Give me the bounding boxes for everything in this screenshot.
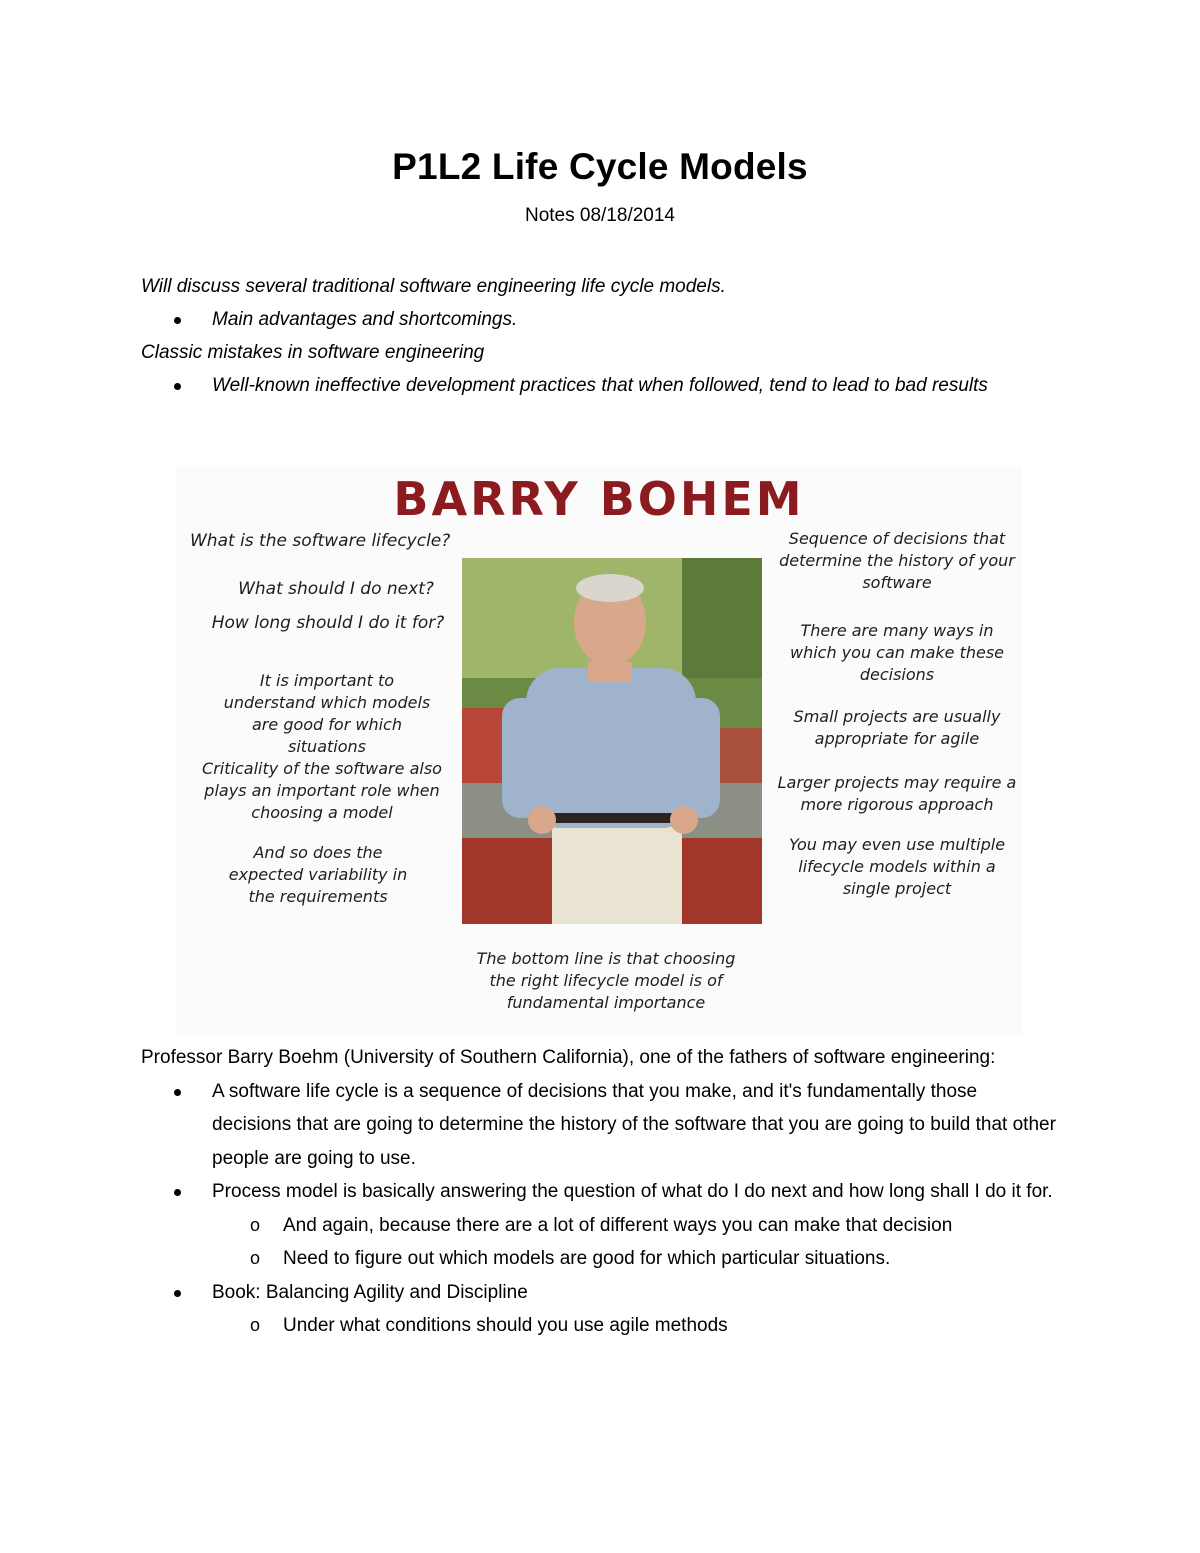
list-item-text: Book: Balancing Agility and Discipline (212, 1281, 528, 1303)
sub-list-item (212, 1209, 1061, 1243)
figure-note: What is the software lifecycle? (190, 531, 451, 551)
figure-note: It is important to understand which models are good for which situations (223, 671, 431, 756)
figure-note: The bottom line is that choosing the right lifecycle model is of fundamental importance (476, 949, 736, 1012)
circle-bullet-icon: o (250, 1248, 261, 1268)
notes-list (141, 1075, 1061, 1343)
list-item-text: Process model is basically answering the question of what do I do next and how long shall I do it for. (212, 1181, 1053, 1202)
circle-bullet-icon: o (250, 1214, 261, 1235)
circle-bullet-icon: o (250, 1315, 261, 1335)
notes-body (141, 1041, 1061, 1343)
intro-list (141, 369, 1061, 402)
figure-note: Small projects are usually appropriate for agile (793, 707, 1001, 748)
list-item (141, 369, 1061, 402)
figure-note: How long should I do it for? (211, 613, 445, 633)
figure-note: You may even use multiple lifecycle models within a single project (788, 835, 1006, 898)
figure-note: Larger projects may require a more rigorous approach (777, 773, 1017, 814)
sub-list-item-text: Under what conditions should you use agile methods (283, 1315, 728, 1336)
intro-line: Will discuss several traditional software engineering life cycle models. (141, 276, 726, 297)
page-subtitle: Notes 08/18/2014 (524, 205, 675, 226)
body-intro: Professor Barry Boehm (University of Southern California), one of the fathers of software engineering: (141, 1047, 996, 1068)
list-item (141, 303, 1061, 336)
intro-section (141, 270, 1061, 402)
figure-note: Criticality of the software also plays an important role when choosing a model (202, 759, 442, 822)
sub-list (212, 1209, 1061, 1276)
list-item (141, 1276, 1061, 1343)
intro-line: Classic mistakes in software engineering (141, 342, 485, 363)
sub-list-item-text: And again, because there are a lot of different ways you can make that decision (283, 1214, 953, 1236)
list-item-text: Main advantages and shortcomings. (212, 309, 518, 330)
intro-list (141, 303, 1061, 336)
figure-note: There are many ways in which you can make these decisions (789, 621, 1005, 684)
list-item (141, 1075, 1061, 1176)
list-item (141, 1175, 1061, 1276)
portrait-image (462, 558, 762, 924)
sub-list-item (212, 1309, 1061, 1343)
bullet-dot (174, 1089, 181, 1096)
list-item-text: A software life cycle is a sequence of decisions that you make, and it's fundamentally those decisions that are going to determine the history of the software that you are going to build that other people are going to use. (212, 1080, 1056, 1169)
figure-note: And so does the expected variability in the requirements (228, 843, 408, 906)
bullet-dot (174, 1290, 181, 1297)
figure-title: BARRY BOHEM (393, 472, 805, 526)
sub-list (212, 1309, 1061, 1343)
lecture-figure (176, 466, 1022, 1034)
list-item-text: Well-known ineffective development practices that when followed, tend to lead to bad results (212, 375, 988, 396)
barry-boehm-photo (462, 558, 762, 924)
page-title: P1L2 Life Cycle Models (392, 146, 808, 187)
bullet-dot (174, 317, 181, 324)
sub-list-item-text: Need to figure out which models are good for which particular situations. (283, 1248, 891, 1269)
bullet-dot (174, 1189, 181, 1196)
bullet-dot (174, 383, 181, 390)
figure-note: Sequence of decisions that determine the history of your software (779, 529, 1015, 592)
sub-list-item (212, 1242, 1061, 1276)
figure-note: What should I do next? (238, 579, 434, 599)
